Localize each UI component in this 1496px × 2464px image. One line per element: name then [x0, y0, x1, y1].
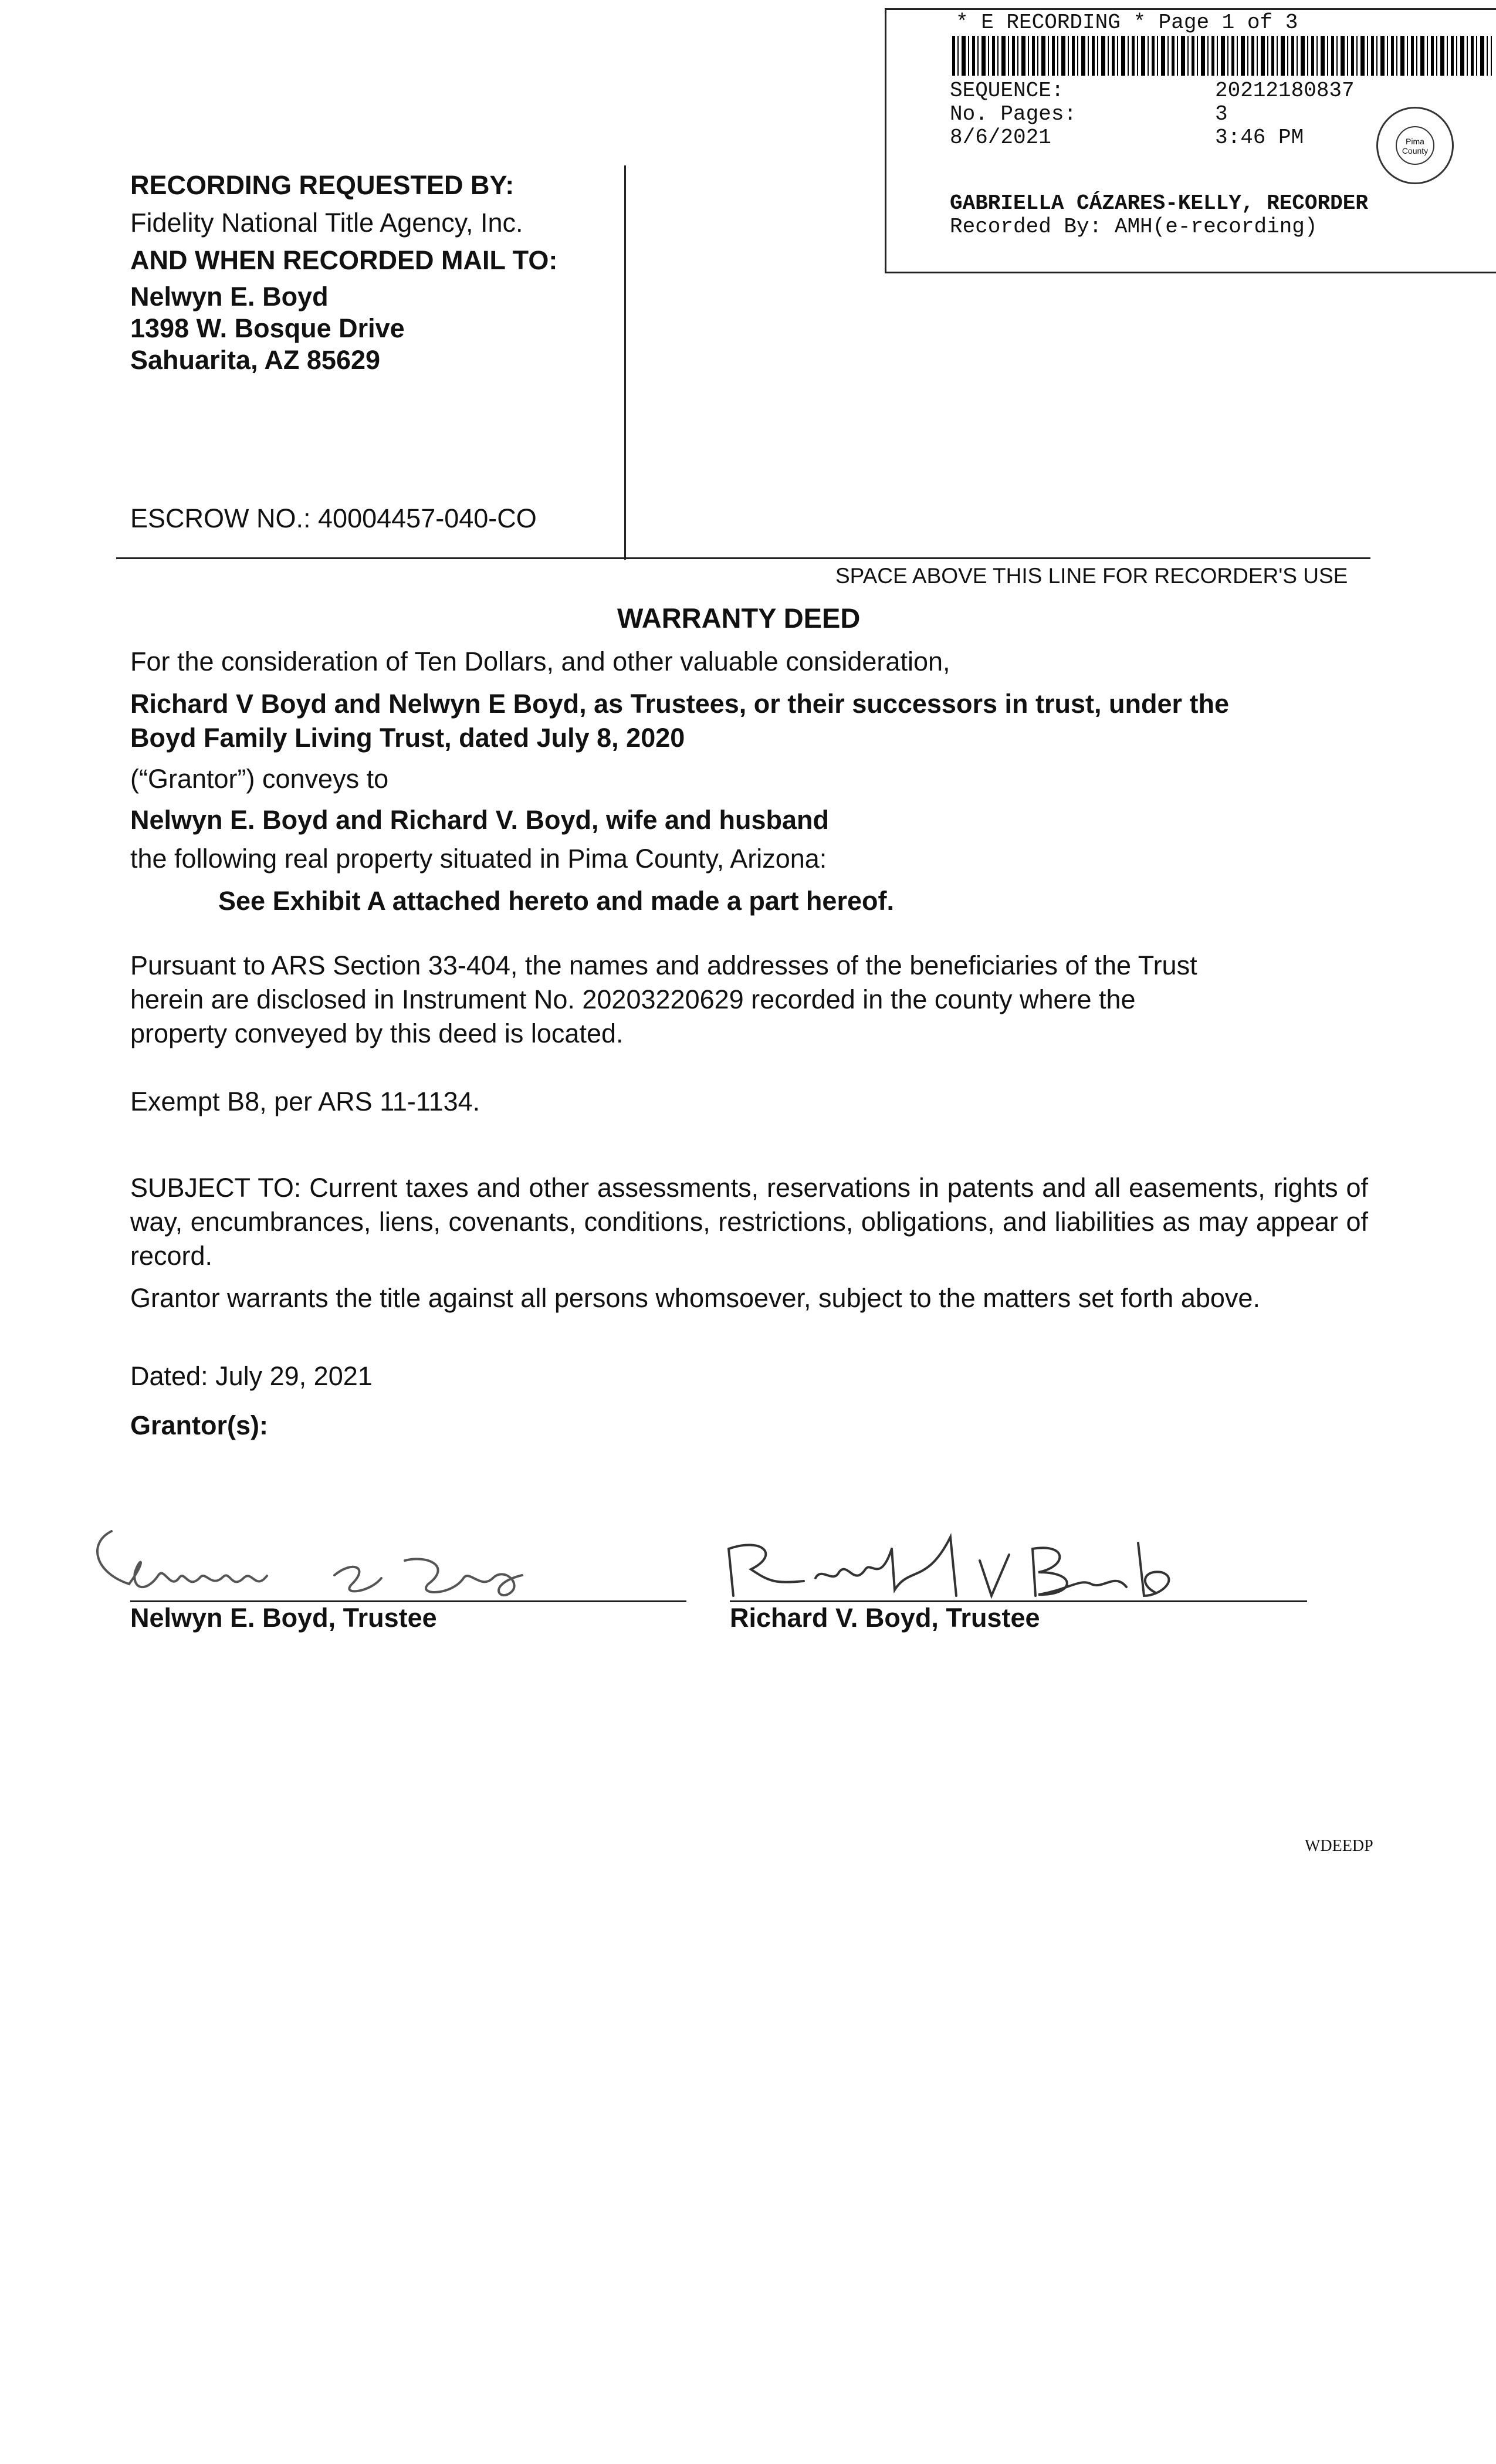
warranty-paragraph: Grantor warrants the title against all persons whomsoever, subject to the matters set forth above. [130, 1283, 1260, 1313]
space-note: SPACE ABOVE THIS LINE FOR RECORDER'S USE [835, 564, 1348, 588]
exhibit-text: See Exhibit A attached hereto and made a part hereof. [218, 886, 894, 916]
left-signer-name: Nelwyn E. Boyd, Trustee [130, 1603, 437, 1633]
sequence-value: 20212180837 [1215, 79, 1355, 103]
grantor-line-1: Richard V Boyd and Nelwyn E Boyd, as Trustees, or their successors in trust, under the [130, 689, 1229, 719]
exempt-text: Exempt B8, per ARS 11-1134. [130, 1087, 480, 1116]
conveys-text: (“Grantor”) conveys to [130, 764, 389, 794]
grantors-label: Grantor(s): [130, 1410, 268, 1440]
barcode [952, 36, 1492, 76]
mail-name: Nelwyn E. Boyd [130, 282, 329, 312]
recorder-header: * E RECORDING * Page 1 of 3 [956, 11, 1298, 35]
consideration-text: For the consideration of Ten Dollars, and other valuable consideration, [130, 647, 950, 676]
recording-date: 8/6/2021 [950, 126, 1051, 150]
recorder-stamp-box [885, 8, 1496, 273]
recorder-name: GABRIELLA CÁZARES-KELLY, RECORDER [950, 191, 1368, 215]
trust-line-1: Pursuant to ARS Section 33-404, the names and addresses of the beneficiaries of the Trust [130, 950, 1197, 980]
county-seal-icon [1376, 107, 1454, 184]
right-signer-name: Richard V. Boyd, Trustee [730, 1603, 1040, 1633]
trust-line-2: herein are disclosed in Instrument No. 20203220629 recorded in the county where the [130, 984, 1136, 1014]
mail-street: 1398 W. Bosque Drive [130, 313, 405, 343]
form-code: WDEEDP [1305, 1837, 1373, 1855]
recorded-by: Recorded By: AMH(e-recording) [950, 215, 1318, 239]
escrow-number: ESCROW NO.: 40004457-040-CO [130, 503, 537, 533]
deed-title: WARRANTY DEED [617, 603, 861, 634]
recorder-use-line [116, 557, 1370, 559]
subject-to-paragraph: SUBJECT TO: Current taxes and other assessments, reservations in patents and all easements, rights of way, encumbrances, liens, covenants, conditions, restrictions, obligations, and liabilities as may appear of record. [130, 1173, 1368, 1271]
requested-by: Fidelity National Title Agency, Inc. [130, 208, 523, 238]
recording-time: 3:46 PM [1215, 126, 1304, 150]
grantor-line-2: Boyd Family Living Trust, dated July 8, 2020 [130, 723, 685, 753]
mail-to-label: AND WHEN RECORDED MAIL TO: [130, 245, 558, 275]
property-text: the following real property situated in Pima County, Arizona: [130, 844, 827, 874]
pages-value: 3 [1215, 102, 1228, 126]
mail-city: Sahuarita, AZ 85629 [130, 345, 381, 375]
grantee-text: Nelwyn E. Boyd and Richard V. Boyd, wife and husband [130, 805, 830, 835]
pages-label: No. Pages: [950, 102, 1077, 126]
trust-line-3: property conveyed by this deed is located. [130, 1018, 624, 1048]
requested-by-label: RECORDING REQUESTED BY: [130, 170, 515, 200]
sequence-label: SEQUENCE: [950, 79, 1064, 103]
dated-text: Dated: July 29, 2021 [130, 1361, 373, 1391]
header-divider [624, 165, 626, 560]
seal-text: Pima County [1396, 126, 1434, 165]
